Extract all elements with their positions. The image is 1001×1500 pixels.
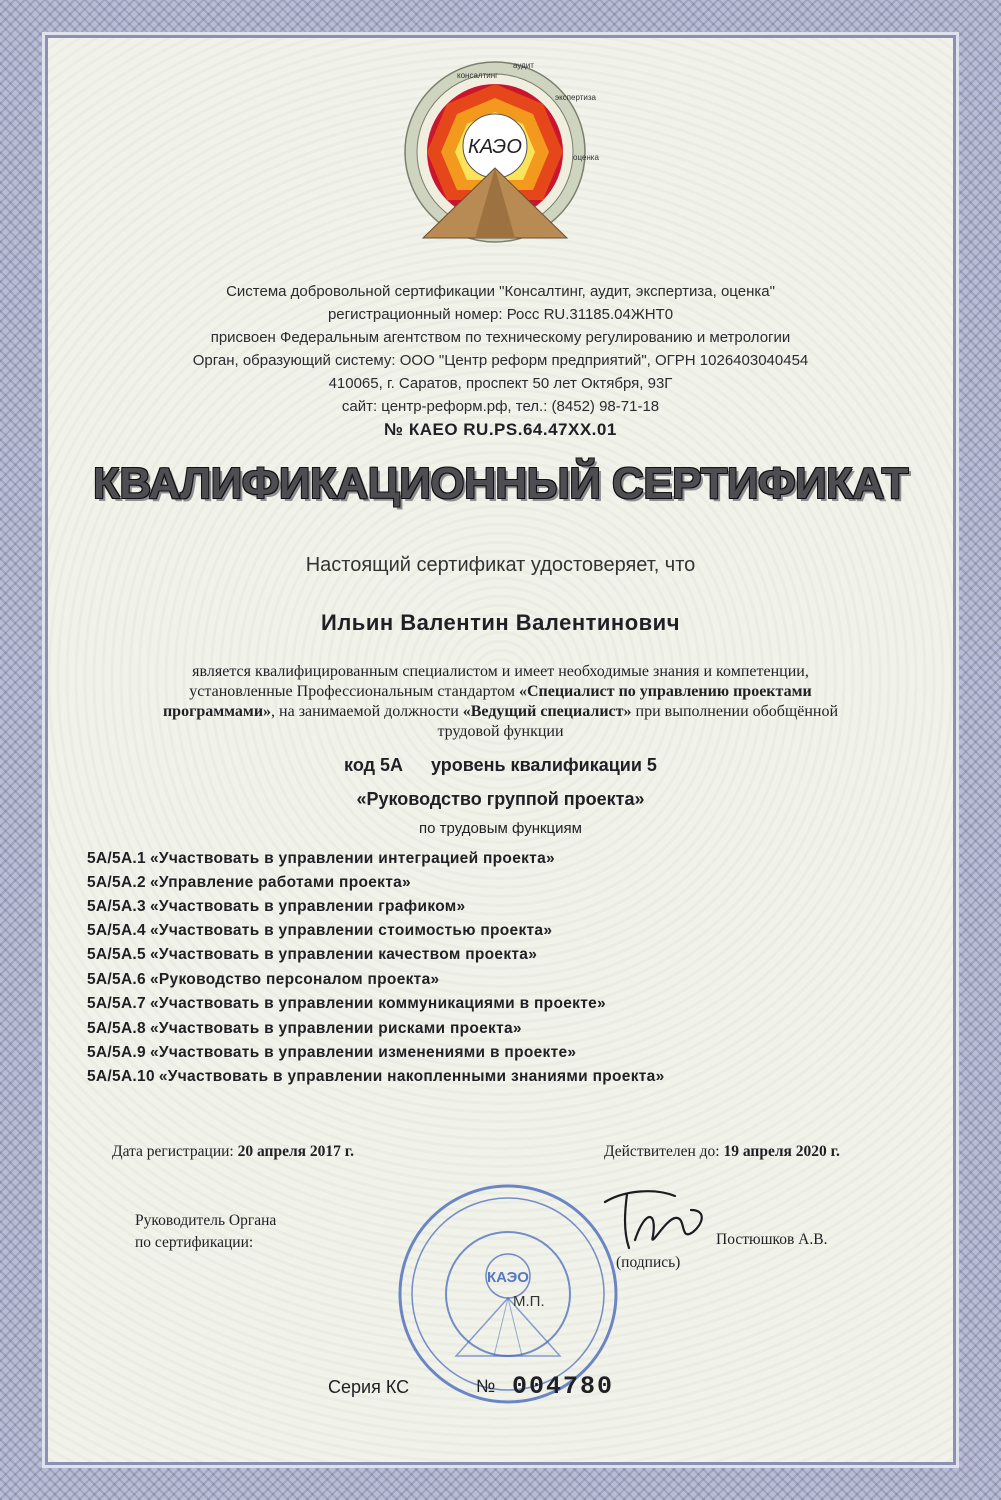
function-item <box>87 850 555 868</box>
function-item <box>87 922 552 940</box>
function-text: «Участвовать в управлении качеством проекта» <box>149 946 538 963</box>
header-line: присвоен Федеральным агентством по техническому регулированию и метрологии <box>210 329 791 346</box>
stamp-acronym: КАЭО <box>487 1269 529 1286</box>
function-text: «Участвовать в управлении изменениями в проекте» <box>149 1044 577 1061</box>
standard-name: программами» <box>162 703 272 720</box>
holder-name: Ильин Валентин Валентинович <box>321 610 680 635</box>
function-item <box>87 1020 522 1038</box>
function-text: «Участвовать в управлении графиком» <box>149 898 466 915</box>
qualification-code: код 5А <box>344 755 404 775</box>
series-number-label: № <box>476 1376 496 1396</box>
series-number: 004780 <box>512 1372 615 1401</box>
kaeo-logo <box>395 40 599 250</box>
statement-paragraph <box>90 662 911 742</box>
statement-text: является квалифицированным специалистом и имеет необходимые знания и компетенции, <box>192 663 809 680</box>
function-item <box>87 898 465 916</box>
qualification-level: уровень квалификации 5 <box>431 755 657 775</box>
function-item <box>87 995 606 1013</box>
function-code: 5А/5А.3 <box>87 898 146 915</box>
standard-name: «Специалист по управлению проектами <box>518 683 812 700</box>
function-code: 5А/5А.6 <box>87 971 146 988</box>
signatory-name: Постюшков А.В. <box>716 1231 828 1248</box>
logo-ring-word: аудит <box>513 61 534 70</box>
signature-caption: (подпись) <box>616 1254 681 1271</box>
by-functions-label: по трудовым функциям <box>419 820 582 837</box>
logo-ring-word: оценка <box>573 153 599 162</box>
logo-ring-word: консалтинг <box>457 71 499 80</box>
function-code: 5А/5А.7 <box>87 995 146 1012</box>
function-code: 5А/5А.5 <box>87 946 146 963</box>
signatory-role <box>135 1210 276 1254</box>
function-text: «Руководство персоналом проекта» <box>149 971 440 988</box>
valid-until-date <box>604 1143 840 1161</box>
registration-date-label: Дата регистрации: <box>112 1143 234 1160</box>
function-text: «Участвовать в управлении интеграцией проекта» <box>149 850 555 867</box>
function-code: 5А/5А.2 <box>87 874 146 891</box>
general-function: «Руководство группой проекта» <box>356 789 645 809</box>
statement-text: , на занимаемой должности <box>271 703 463 720</box>
certificate-number: № КАЕО RU.PS.64.47ХХ.01 <box>384 420 617 439</box>
header-line: Орган, образующий систему: ООО "Центр реформ предприятий", ОГРН 1026403040454 <box>192 352 809 369</box>
series-label: Серия КС <box>328 1377 410 1397</box>
function-text: «Участвовать в управлении накопленными знаниями проекта» <box>158 1068 665 1085</box>
statement-text: установленные Профессиональным стандартом <box>189 683 519 700</box>
function-code: 5А/5А.9 <box>87 1044 146 1061</box>
function-text: «Участвовать в управлении стоимостью проекта» <box>149 922 553 939</box>
logo-acronym: КАЭО <box>468 136 522 158</box>
function-code: 5А/5А.4 <box>87 922 146 939</box>
signatory-role-line: Руководитель Органа <box>135 1212 277 1229</box>
signatory-role-line: по сертификации: <box>135 1234 254 1251</box>
function-item <box>87 971 439 989</box>
registration-date <box>112 1143 354 1161</box>
function-item <box>87 1068 665 1086</box>
function-text: «Участвовать в управлении коммуникациями в проекте» <box>149 995 606 1012</box>
valid-until-label: Действителен до: <box>604 1143 720 1160</box>
function-text: «Управление работами проекта» <box>149 874 411 891</box>
function-item <box>87 1044 576 1062</box>
function-text: «Участвовать в управлении рисками проекта» <box>149 1020 522 1037</box>
function-item <box>87 874 411 892</box>
statement-text: при выполнении обобщённой <box>631 703 839 720</box>
function-item <box>87 946 537 964</box>
registration-date-value: 20 апреля 2017 г. <box>237 1143 354 1160</box>
function-code: 5А/5А.10 <box>87 1068 155 1085</box>
valid-until-value: 19 апреля 2020 г. <box>723 1143 840 1160</box>
header-line: Система добровольной сертификации "Консалтинг, аудит, экспертиза, оценка" <box>226 283 775 300</box>
function-code: 5А/5А.8 <box>87 1020 146 1037</box>
mp-label: М.П. <box>513 1293 545 1310</box>
handwritten-signature <box>595 1180 715 1260</box>
certificate-title: КВАЛИФИКАЦИОННЫЙ СЕРТИФИКАТ <box>93 459 908 508</box>
header-line: 410065, г. Саратов, проспект 50 лет Октября, 93Г <box>328 375 673 392</box>
function-code: 5А/5А.1 <box>87 850 146 867</box>
header-line: регистрационный номер: Росс RU.31185.04ЖНТ0 <box>327 306 674 323</box>
code-line <box>0 755 1001 776</box>
logo-ring-word: экспертиза <box>555 93 596 102</box>
intro-text: Настоящий сертификат удостоверяет, что <box>305 554 696 576</box>
header-line: сайт: центр-реформ.рф, тел.: (8452) 98-71-18 <box>341 398 660 415</box>
position-name: «Ведущий специалист» <box>462 703 632 720</box>
statement-text: трудовой функции <box>437 723 564 740</box>
